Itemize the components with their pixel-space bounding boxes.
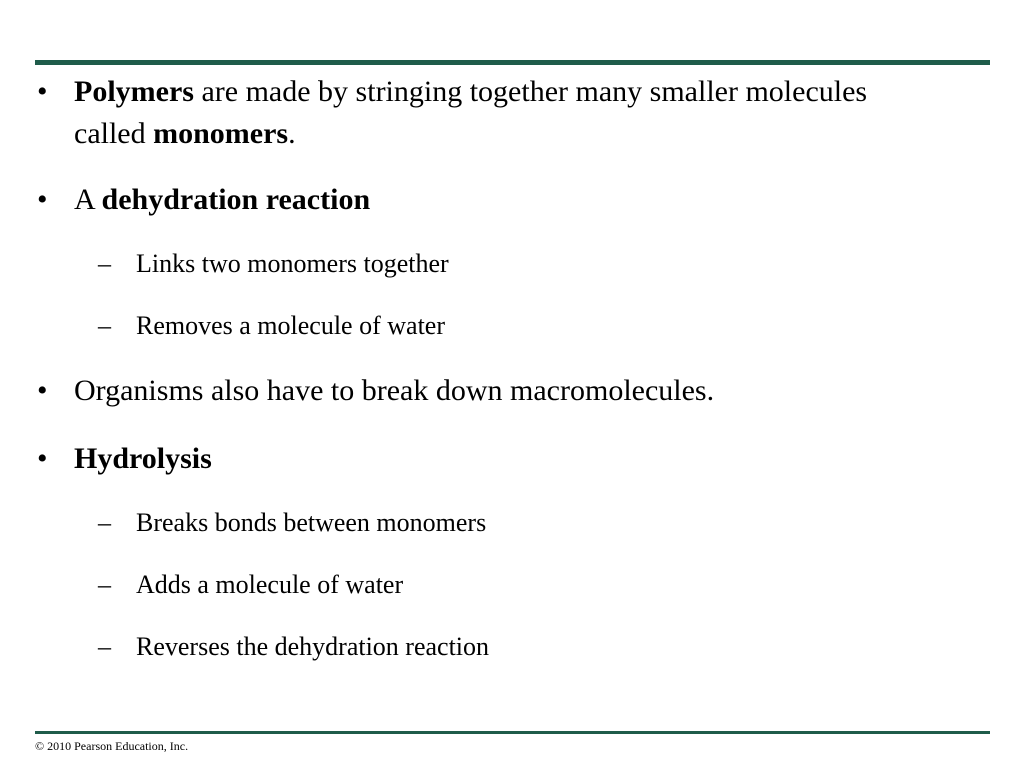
bullet-marker: • [37, 374, 48, 407]
bullet-marker: • [37, 183, 48, 216]
term-dehydration-reaction: dehydration reaction [101, 183, 371, 216]
sub-item-text: Links two monomers together [136, 249, 449, 278]
polymers-line1-rest: are made by stringing together many smaller molecules [193, 75, 868, 108]
term-polymers: Polymers [74, 75, 194, 108]
polymers-line2-prefix: called [74, 117, 154, 150]
sub-item-text: Reverses the dehydration reaction [136, 632, 490, 661]
dash-marker: – [98, 632, 111, 661]
bullet-marker: • [37, 75, 48, 108]
dehydration-prefix: A [74, 183, 102, 216]
bullet-organisms-text: Organisms also have to break down macromolecules. [74, 374, 715, 407]
term-hydrolysis: Hydrolysis [74, 442, 212, 475]
polymers-line2-suffix: . [288, 117, 296, 150]
sub-item-text: Adds a molecule of water [136, 570, 404, 599]
bullet-dehydration-text [74, 179, 989, 221]
bullet-marker: • [37, 442, 48, 475]
sub-item-text: Removes a molecule of water [136, 311, 445, 340]
dash-marker: – [98, 249, 111, 278]
dash-marker: – [98, 508, 111, 537]
top-divider [35, 60, 990, 65]
sub-item-text: Breaks bonds between monomers [136, 508, 487, 537]
bottom-divider [35, 731, 990, 734]
bullet-hydrolysis-text [74, 438, 989, 480]
dash-marker: – [98, 570, 111, 599]
dash-marker: – [98, 311, 111, 340]
term-monomers: monomers [153, 117, 289, 150]
bullet-polymers-text [74, 71, 989, 155]
copyright-footer: © 2010 Pearson Education, Inc. [35, 739, 189, 753]
